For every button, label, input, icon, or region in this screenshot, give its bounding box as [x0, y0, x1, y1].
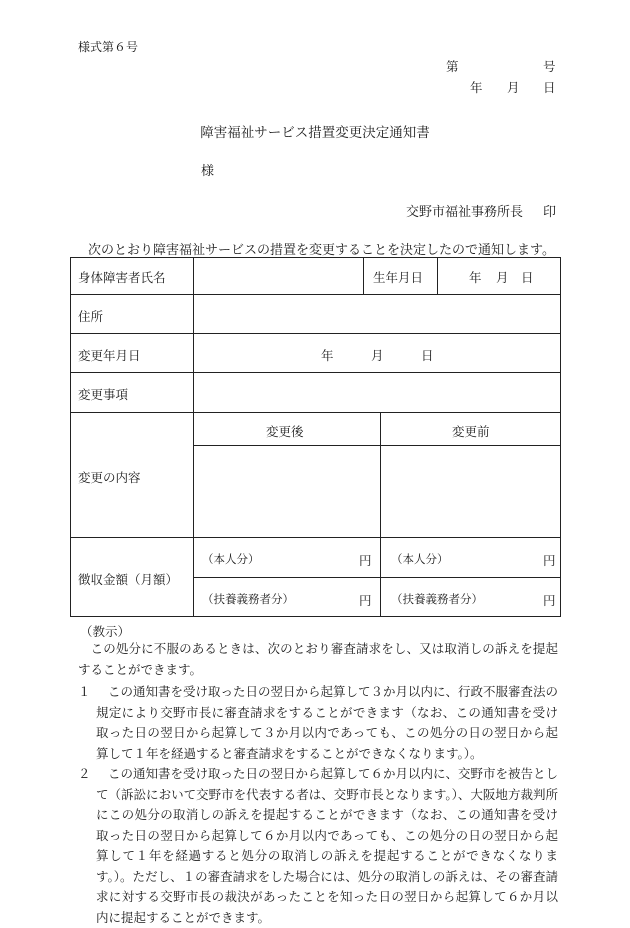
instruction-item1: この通知書を受け取った日の翌日から起算して３か月以内に、行政不服審査法の規定により交野市長に審査請求をすることができます（なお、この通知書を受け取った日の翌日から起算して３か月以内であっても、この処分の日の翌日から起算して１年を経過すると審査請求をすることができなくなります。）。 — [96, 684, 559, 761]
addressee-suffix: 様 — [201, 164, 215, 179]
instruction-item2-number: ２ — [78, 766, 91, 781]
change-item-label: 変更事項 — [78, 387, 129, 402]
after-label: 変更後 — [266, 424, 304, 439]
birth-label: 生年月日 — [373, 270, 424, 285]
change-date-year: 年 — [321, 348, 334, 363]
name-label: 身体障害者氏名 — [78, 270, 166, 285]
issue-date-day: 日 — [543, 80, 556, 95]
birth-day: 日 — [521, 270, 534, 285]
guardian-share-after-label: （扶養義務者分） — [202, 592, 294, 606]
guardian-share-before-yen: 円 — [543, 593, 556, 608]
address-label: 住所 — [78, 309, 104, 324]
issuer-name: 交野市福祉事務所長 — [406, 205, 524, 220]
instruction-heading: （教示） — [80, 624, 131, 639]
intro-text: 次のとおり障害福祉サービスの措置を変更することを決定したので通知します。 — [88, 243, 555, 258]
self-share-before-yen: 円 — [543, 553, 556, 568]
guardian-share-before-label: （扶養義務者分） — [391, 592, 483, 606]
doc-number-prefix: 第 — [446, 59, 459, 74]
birth-year: 年 — [469, 270, 482, 285]
issue-date-year: 年 — [470, 80, 483, 95]
birth-month: 月 — [496, 270, 509, 285]
issue-date-month: 月 — [507, 80, 520, 95]
document-title: 障害福祉サービス措置変更決定通知書 — [200, 125, 430, 141]
guardian-share-after-yen: 円 — [359, 593, 372, 608]
instruction-item1-number: １ — [78, 684, 91, 699]
doc-number-suffix: 号 — [543, 59, 556, 74]
instruction-lead: この処分に不服のあるときは、次のとおり審査請求をし、又は取消しの訴えを提起することができます。 — [78, 641, 558, 677]
seal-mark: 印 — [543, 205, 557, 220]
change-date-label: 変更年月日 — [78, 348, 141, 363]
change-content-label: 変更の内容 — [78, 470, 141, 485]
self-share-after-yen: 円 — [359, 553, 372, 568]
form-number: 様式第６号 — [78, 40, 139, 54]
before-label: 変更前 — [452, 424, 490, 439]
fee-label: 徴収金額（月額） — [78, 572, 179, 587]
change-date-day: 日 — [421, 348, 434, 363]
self-share-after-label: （本人分） — [202, 552, 260, 566]
instruction-item2: この通知書を受け取った日の翌日から起算して６か月以内に、交野市を被告として（訴訟において交野市を代表する者は、交野市長となります。）、大阪地方裁判所にこの処分の取消しの訴えを提起することができます（なお、この通知書を受け取った日の翌日から起算して６か月以内であっても、この処分の日の翌日から起算して１年を経過すると処分の取消しの訴えを提起することができなくなります。）。ただし、１の審査請求をした場合には、処分の取消しの訴えは、その審査請求に対する交野市長の裁決があったことを知った日の翌日から起算して６か月以内に提起することができます。 — [96, 766, 559, 925]
change-date-month: 月 — [371, 348, 384, 363]
self-share-before-label: （本人分） — [391, 552, 449, 566]
